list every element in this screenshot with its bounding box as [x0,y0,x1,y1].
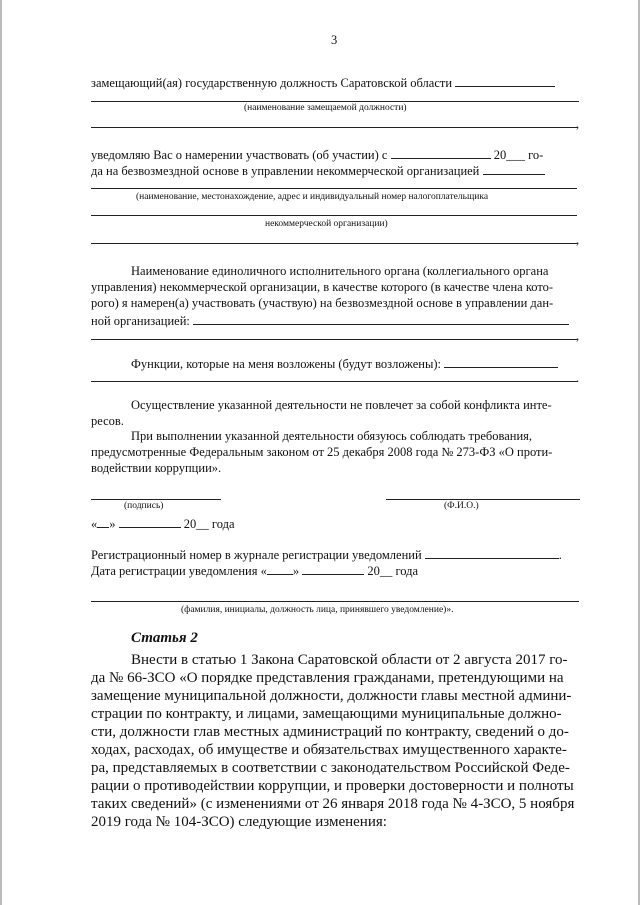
fio-caption: (Ф.И.О.) [444,501,479,511]
signature-rule [91,499,221,500]
reg-date-close: » [292,564,300,578]
conflict-line-2: ресов. [91,414,124,428]
sign-day-blank [97,515,109,528]
org-rule-1 [91,188,577,189]
functions-blank [444,355,558,368]
executive-line-4 [91,312,569,329]
obligation-line-1: При выполнении указанной деятельности обязуюсь соблюдать требования, [131,429,533,443]
article-line-5: сти, должности глав местных администраций по контракту, сведений о до- [91,724,569,740]
position-caption: (наименование замещаемой должности) [244,103,407,113]
period-1: . [576,371,580,385]
position-rule-1 [91,101,579,102]
scan-left-edge [0,0,2,905]
article-line-7: ра, представляемых в соответствии с законодательством Российской Феде- [91,760,570,776]
article-line-1: Внести в статью 1 Закона Саратовской области от 2 августа 2017 го- [131,652,568,668]
notify-text-2: да на безвозмездной основе в управлении некоммерческой организацией [91,164,480,178]
reg-number-line: Регистрационный номер в журнале регистрации уведомлений . [91,548,562,562]
page-number: 3 [331,33,338,47]
org-rule-2 [91,215,577,216]
reg-date-year: 20__ года [367,564,419,578]
executive-line-1: Наименование единоличного исполнительного органа (коллегиального органа [131,264,549,278]
signature-caption: (подпись) [124,501,164,511]
org-blank [483,162,545,175]
notify-year: 20___ го- [493,148,544,162]
accepter-rule [91,601,579,602]
article-line-8: рации о противодействии коррупции, и проверки достоверности и полноты [91,778,574,794]
notify-date-blank [391,146,491,159]
functions-line [131,355,558,372]
functions-label: Функции, которые на меня возложены (будут возложены): [131,357,442,371]
article-line-6: ходах, расходах, об имуществе и обязательствах имущественного характе- [91,742,567,758]
position-rule-2 [91,127,577,128]
reg-month-blank [302,562,364,575]
reg-number-blank [425,546,559,559]
article-line-10: 2019 года № 104-ЗСО) следующие изменения: [91,814,387,830]
comma-2: , [576,233,580,247]
article-line-2: да № 66-ЗСО «О порядке представления гражданами, претендующими на [91,670,564,686]
executive-rule [91,339,577,340]
comma-1: , [576,117,580,131]
notify-line-2 [91,162,545,179]
article-line-9: таких сведений» (с изменениями от 26 января 2018 года № 4-ЗСО, 5 ноября [91,796,575,812]
comma-3: , [576,329,580,343]
conflict-line-1: Осуществление указанной деятельности не повлечет за собой конфликта инте- [131,398,552,412]
executive-line-3: рого) я намерен(а) участвовать (участвую) на безвозмездной основе в управлении дан- [91,296,554,310]
position-line [91,74,555,91]
executive-line-2: управления) некоммерческой организации, в качестве которого (в качестве члена кото- [91,280,554,294]
reg-date-line [91,562,418,579]
article-line-3: замещение муниципальной должности, должности главы местной админи- [91,688,572,704]
executive-text-4: ной организацией: [91,314,190,328]
sign-month-blank [119,515,181,528]
executive-blank [193,312,569,325]
org-caption-2: некоммерческой организации) [265,219,388,229]
org-rule-3 [91,243,577,244]
sign-date-close: » [109,517,116,531]
obligation-line-2: предусмотренные Федеральным законом от 25 декабря 2008 года № 273-ФЗ «О проти- [91,445,553,459]
notify-text: уведомляю Вас о намерении участвовать (об участии) с [91,148,388,162]
org-caption-1: (наименование, местонахождение, адрес и индивидуальный номер налогоплательщика [136,192,489,202]
sign-date-open: « [91,517,98,531]
notify-line [91,146,543,163]
sign-date-line [91,515,235,532]
reg-number-label: Регистрационный номер в журнале регистрации уведомлений [91,548,422,562]
obligation-line-3: водействии коррупции». [91,461,222,475]
functions-rule [91,381,577,382]
sign-date-year: 20__ года [183,517,235,531]
article-heading: Статья 2 [131,630,198,646]
article-line-4: страции по контракту, и лицами, замещающими муниципальные должно- [91,706,562,722]
fio-rule [386,499,580,500]
reg-day-blank [267,562,293,575]
position-text: замещающий(ая) государственную должность Саратовской области [91,76,453,90]
position-blank [455,74,555,87]
reg-date-label: Дата регистрации уведомления « [91,564,267,578]
accepter-caption: (фамилия, инициалы, должность лица, принявшего уведомление)». [181,605,454,615]
